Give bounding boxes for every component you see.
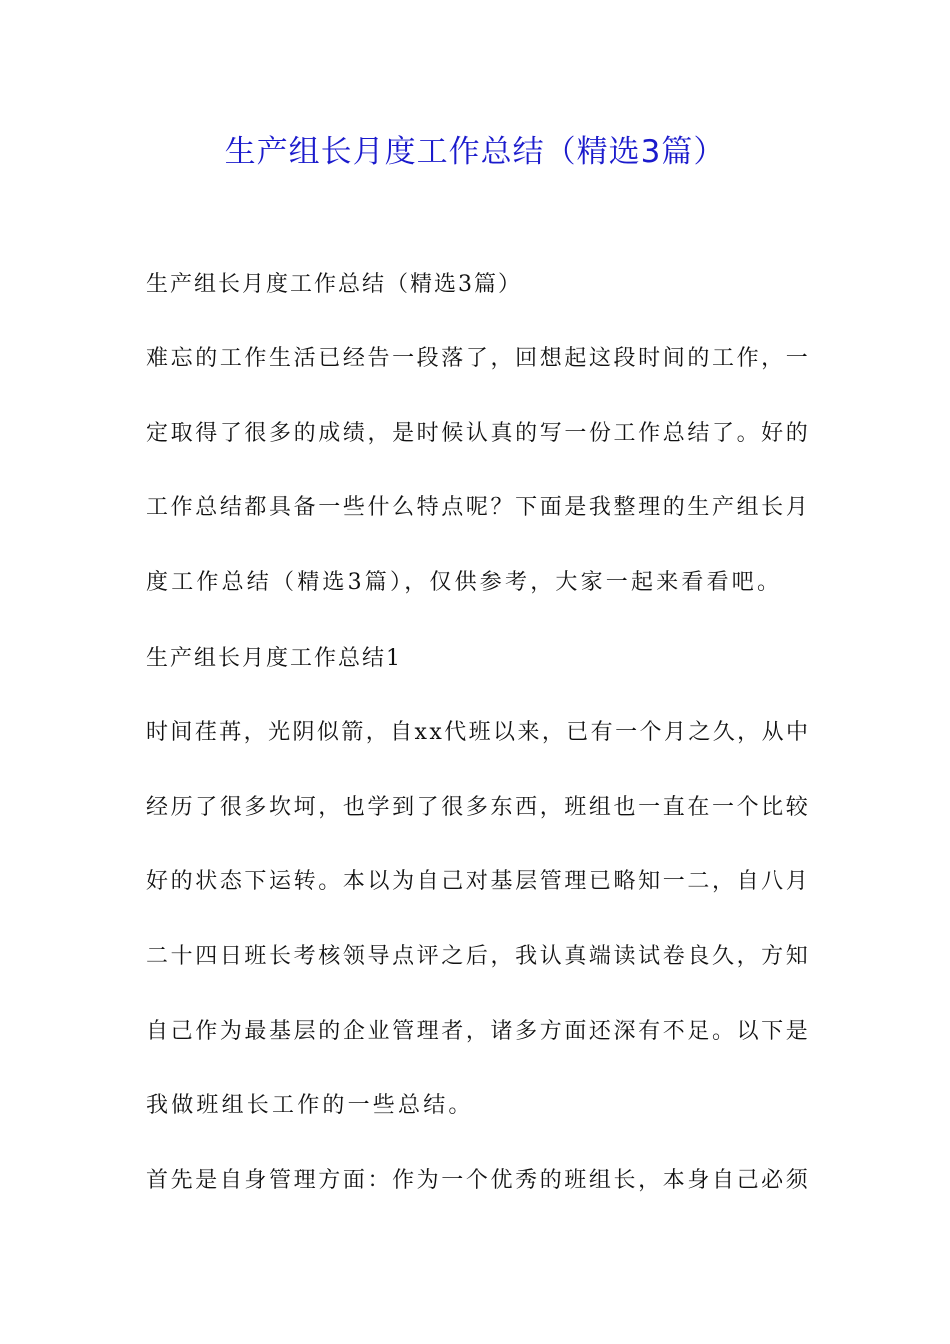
paragraph-line: 我做班组长工作的一些总结。 <box>146 1093 474 1118</box>
paragraph-line: 工作总结都具备一些什么特点呢？下面是我整理的生产组长月 <box>146 495 811 520</box>
paragraph-line: 自己作为最基层的企业管理者，诸多方面还深有不足。以下是 <box>146 1019 811 1044</box>
subtitle-line: 生产组长月度工作总结（精选3篇） <box>146 272 522 297</box>
section-heading: 生产组长月度工作总结1 <box>146 646 402 671</box>
paragraph-line: 定取得了很多的成绩，是时候认真的写一份工作总结了。好的 <box>146 421 811 446</box>
document-title: 生产组长月度工作总结（精选3篇） <box>224 134 726 170</box>
paragraph-line: 经历了很多坎坷，也学到了很多东西，班组也一直在一个比较 <box>146 795 811 820</box>
paragraph-line: 首先是自身管理方面：作为一个优秀的班组长，本身自己必须 <box>146 1168 811 1193</box>
paragraph-line: 好的状态下运转。本以为自己对基层管理已略知一二，自八月 <box>146 869 811 894</box>
paragraph-line: 二十四日班长考核领导点评之后，我认真端读试卷良久，方知 <box>146 944 811 969</box>
paragraph-line: 度工作总结（精选3篇），仅供参考，大家一起来看看吧。 <box>146 570 783 595</box>
paragraph-line: 时间荏苒，光阴似箭，自xx代班以来，已有一个月之久，从中 <box>146 720 811 745</box>
paragraph-line: 难忘的工作生活已经告一段落了，回想起这段时间的工作，一 <box>146 346 811 371</box>
